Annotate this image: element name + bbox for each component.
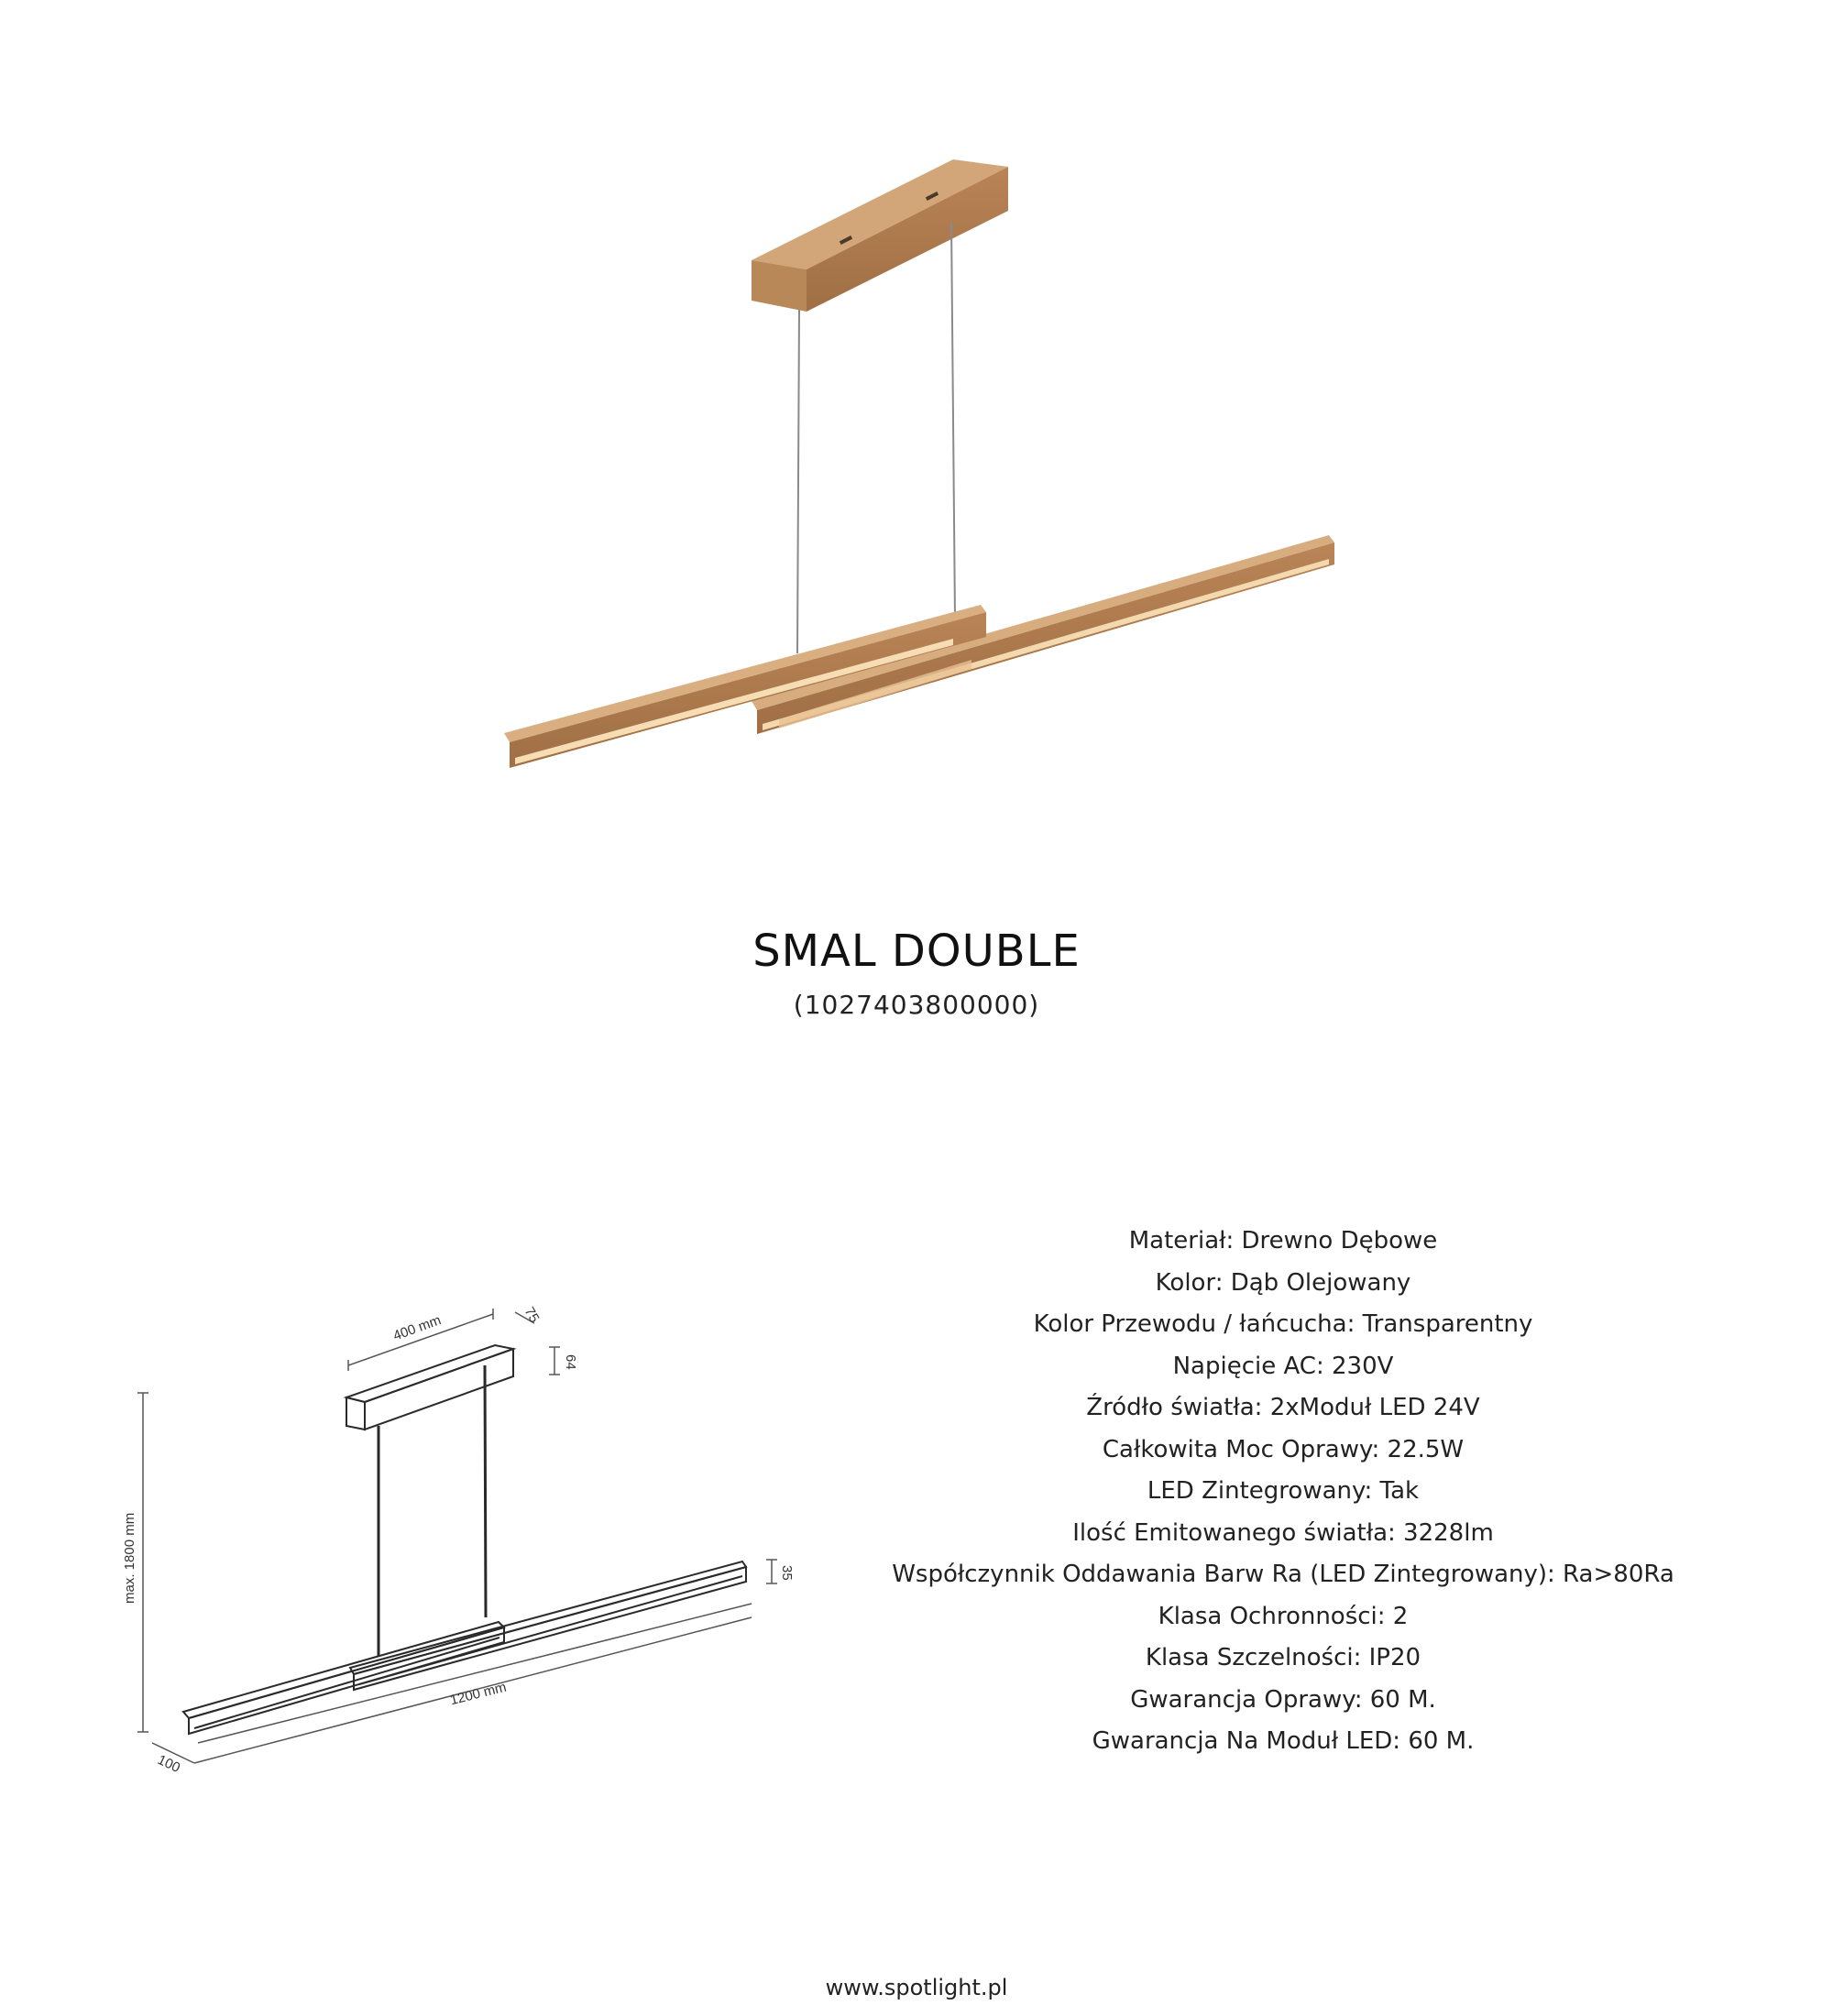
spec-item: Gwarancja Oprawy: 60 M. bbox=[1130, 1685, 1436, 1714]
spec-item: Klasa Ochronności: 2 bbox=[1158, 1602, 1409, 1630]
dim-max-height-label: max. 1800 mm bbox=[122, 1512, 137, 1604]
dim-bar-height-label: 35 bbox=[779, 1565, 795, 1581]
ceiling-canopy bbox=[752, 159, 1008, 312]
spec-item: Współczynnik Oddawania Barw Ra (LED Zintegrowany): Ra>80Ra bbox=[892, 1561, 1674, 1588]
spec-item: Napięcie AC: 230V bbox=[1172, 1352, 1394, 1380]
suspension-cable-left bbox=[797, 310, 799, 653]
product-title: SMAL DOUBLE bbox=[752, 926, 1081, 977]
spec-item: Źródło światła: 2xModuł LED 24V bbox=[1086, 1394, 1480, 1421]
spec-item: Materiał: Drewno Dębowe bbox=[1128, 1227, 1438, 1255]
spec-item: Klasa Szczelności: IP20 bbox=[1145, 1644, 1421, 1671]
spec-item: Kolor Przewodu / łańcucha: Transparentny bbox=[1033, 1310, 1533, 1338]
spec-item: Całkowita Moc Oprawy: 22.5W bbox=[1102, 1435, 1465, 1463]
dim-length-label: 1200 mm bbox=[448, 1679, 509, 1709]
product-code: (1027403800000) bbox=[793, 990, 1040, 1020]
dim-height-label: 64 bbox=[563, 1354, 578, 1370]
dim-width-label: 400 mm bbox=[390, 1312, 444, 1344]
spec-list bbox=[880, 1221, 1686, 1763]
suspension-cable-right bbox=[951, 222, 955, 619]
footer-url[interactable]: www.spotlight.pl bbox=[825, 1975, 1008, 2000]
spec-item: LED Zintegrowany: Tak bbox=[1147, 1477, 1420, 1505]
spec-item: Gwarancja Na Moduł LED: 60 M. bbox=[1092, 1727, 1475, 1755]
spec-item: Ilość Emitowanego światła: 3228lm bbox=[1072, 1518, 1494, 1547]
spec-item: Kolor: Dąb Olejowany bbox=[1155, 1268, 1411, 1297]
dimension-drawing bbox=[110, 1246, 862, 1778]
product-photo bbox=[477, 147, 1356, 770]
dim-bar-depth-label: 100 bbox=[155, 1751, 183, 1776]
dim-depth-label: 75 bbox=[521, 1304, 543, 1326]
